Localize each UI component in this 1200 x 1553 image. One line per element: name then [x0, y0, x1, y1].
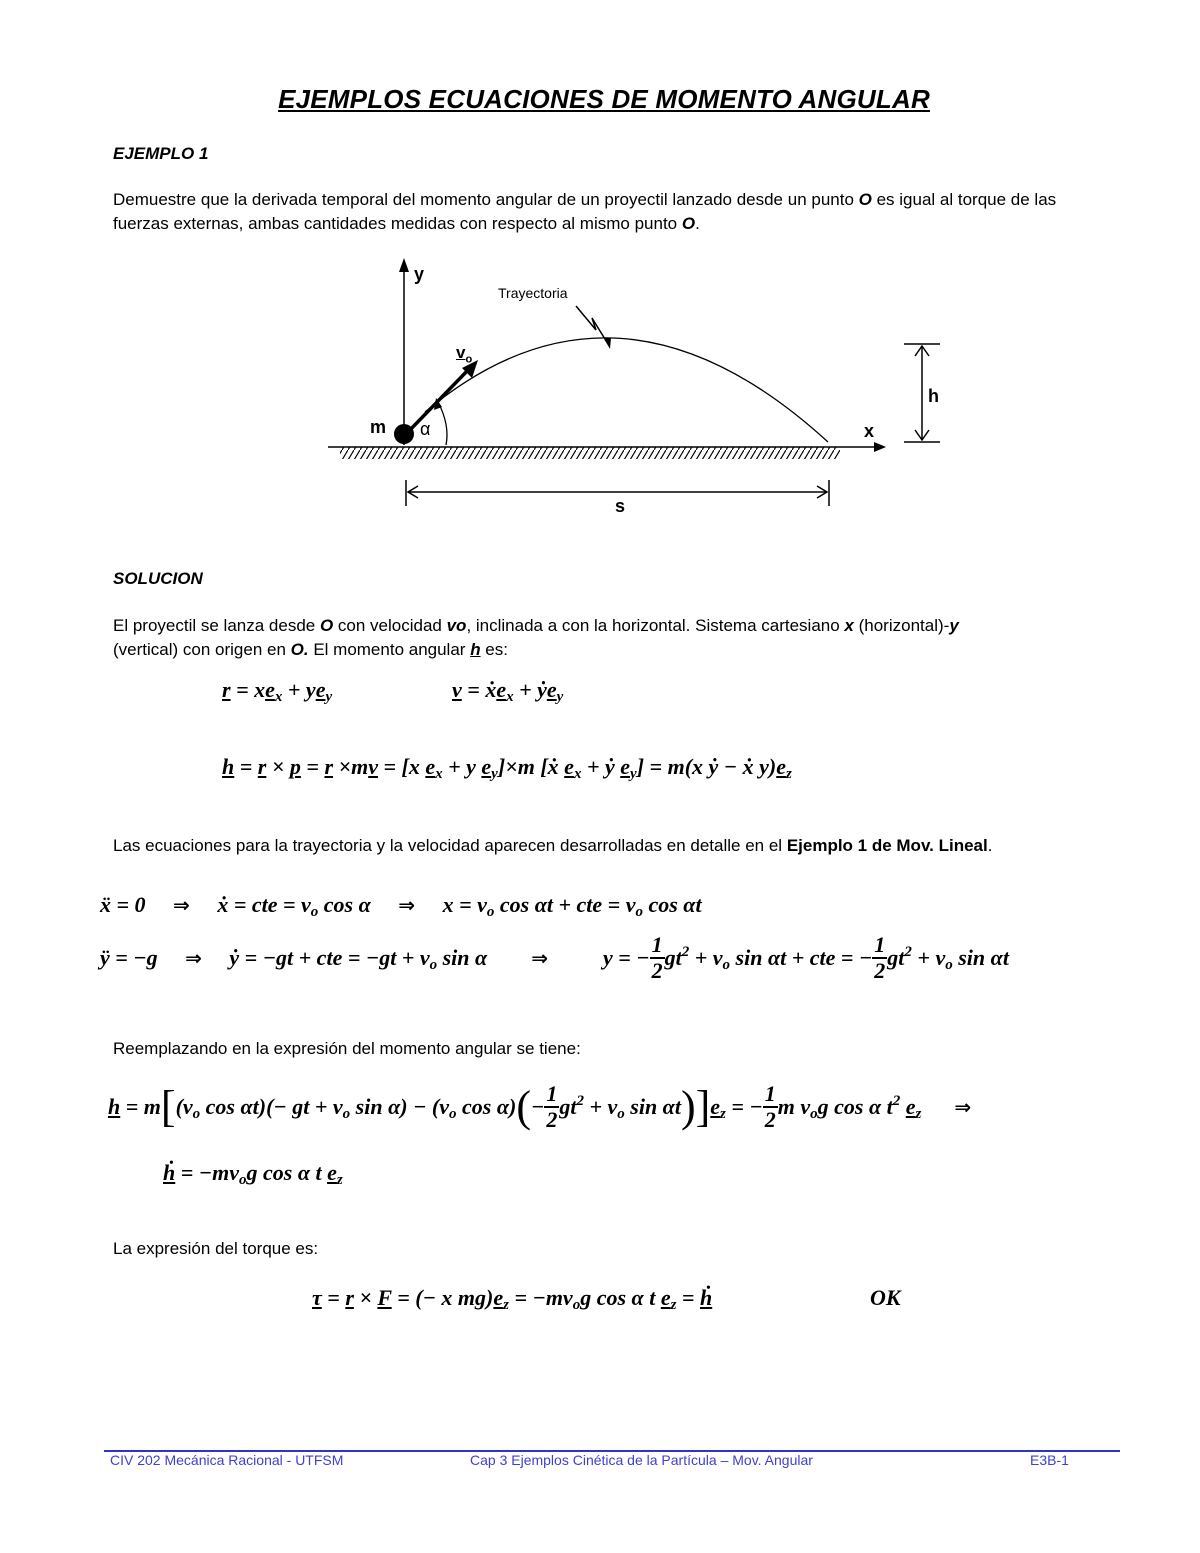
y-axis-arrowhead — [399, 258, 409, 272]
alpha-arc — [438, 402, 447, 445]
v0-label: $v_o$ — [456, 343, 473, 366]
ground-hatch — [340, 447, 840, 459]
h-label: h — [928, 386, 939, 406]
solution-paragraph-3: Reemplazando en la expresión del momento angular se tiene: — [113, 1039, 581, 1058]
equation-position: $r = xe_x + ye_y$ — [222, 677, 333, 705]
solution-paragraph-4: La expresión del torque es: — [113, 1239, 319, 1258]
solution-paragraph-1: El proyectil se lanza desde O con velocidad vo, inclinada a con la horizontal. Sistema cartesiano x (horizontal)-y (vertical) con origen en O. El momento angular h es: — [113, 616, 959, 659]
x-axis-label: x — [864, 421, 875, 441]
equation-torque: τ = r × F = (− x $mg)e_z = -mv_og$ cos α t $e_z$ = ḣ — [312, 1285, 713, 1313]
y-axis-label: y — [414, 264, 425, 284]
equation-h-dot: ḣ = $-mv_og$ cos α t $e_z$ — [163, 1160, 343, 1188]
trajectory-label: Trayectoria — [498, 285, 568, 301]
solution-heading: SOLUCION — [113, 569, 203, 588]
equation-x-motion: ẍ = 0 ⇒ ẋ = cte = $v_o$ cos α ⇒ $x = v_o$ cos αt + cte = $v_o$ cos αt — [100, 892, 702, 920]
mass-ball — [394, 424, 414, 444]
footer-left: CIV 202 Mecánica Racional - UTFSM — [110, 1452, 344, 1468]
equation-h-substituted: $h = m[(v_o$ cos αt)(− gt + $v_o$ $\sin \alpha) - (v_o$ cos α)(− $\frac{1}{2}$ $gt^2 + v_o$ $\sin \alpha t)]e_z$ = − $\frac{1}{2}$ m $v_og$ cos α $t^2$ $e_z$ ⇒ — [108, 1081, 972, 1132]
alpha-label: α — [420, 419, 431, 439]
page-title: EJEMPLOS ECUACIONES DE MOMENTO ANGULAR — [278, 84, 930, 114]
x-axis-arrowhead — [874, 442, 886, 452]
example-heading: EJEMPLO 1 — [113, 144, 209, 163]
mass-label: m — [370, 417, 387, 437]
footer-center: Cap 3 Ejemplos Cinética de la Partícula – Mov. Angular — [470, 1452, 813, 1468]
equation-angular-momentum: h = r × p = r ×mv = [x $e_x + y$ $e_y]\times m$ [ẋ $e_x$ + ẏ $e_y] = m(x$ ẏ − ẋ $y)e_z$ — [222, 754, 792, 782]
ok-mark: OK — [870, 1285, 901, 1310]
trajectory-curve — [425, 338, 828, 442]
projectile-figure — [0, 0, 1200, 540]
equation-velocity: v = ẋe$_x$ + ẏe$_y$ — [452, 677, 564, 705]
example-statement: Demuestre que la derivada temporal del momento angular de un proyectil lanzado desde un punto O es igual al torque de las fuerzas externas, ambas cantidades medidas con respecto al mismo punto O. — [113, 190, 1057, 233]
equation-y-motion: ÿ = −g ⇒ ẏ = −gt + cte = $-gt + v_o$ sin α ⇒ y = − $\frac{1}{2}$ $gt^2 + v_o$ sin αt + cte = − $\frac{1}{2}$ $gt^2 + v_o$ sin αt — [100, 932, 1009, 983]
v0-vector — [408, 368, 470, 432]
s-label: s — [615, 496, 626, 516]
footer-page-number: E3B-1 — [1030, 1452, 1069, 1468]
solution-paragraph-2: Las ecuaciones para la trayectoria y la velocidad aparecen desarrolladas en detalle en el Ejemplo 1 de Mov. Lineal. — [113, 836, 993, 855]
